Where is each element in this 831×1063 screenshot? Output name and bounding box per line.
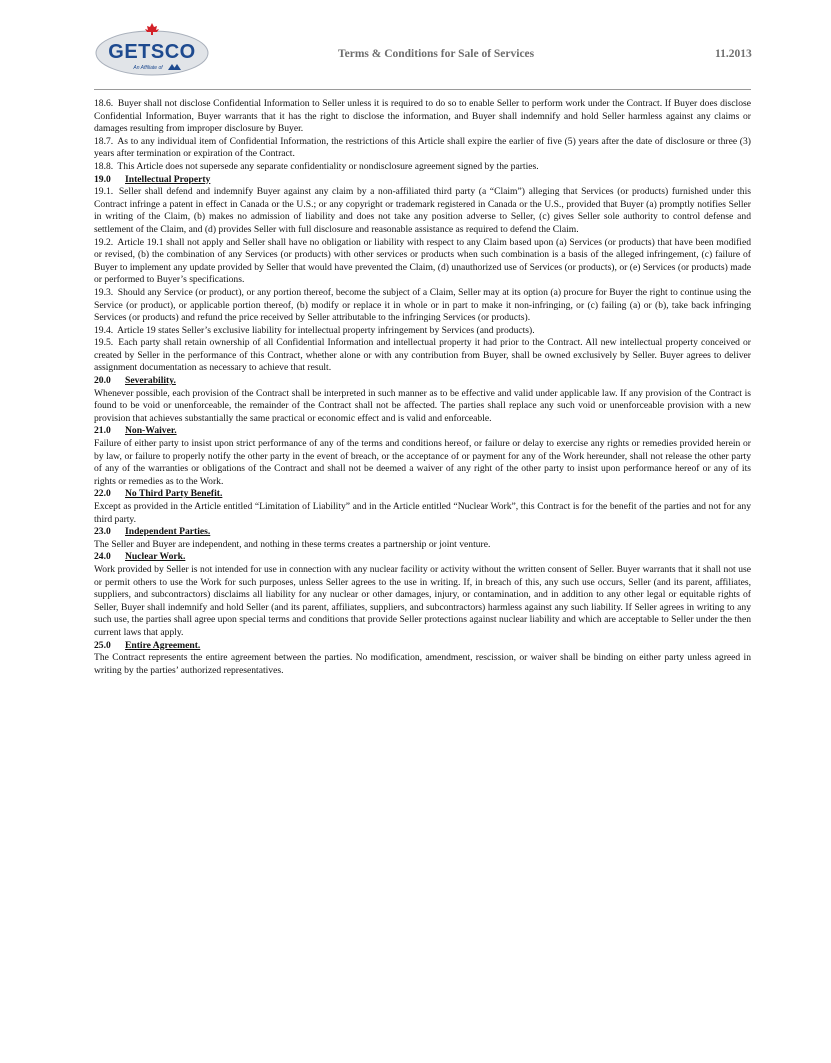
clause-number: 18.6.: [94, 98, 114, 109]
clause-paragraph: [94, 337, 751, 375]
clause-paragraph: [94, 186, 751, 236]
clause-paragraph: [94, 287, 751, 325]
clause-number: 19.2.: [94, 236, 114, 248]
header-divider: [94, 89, 751, 90]
document-title: Terms & Conditions for Sale of Services: [338, 48, 535, 60]
clause-paragraph: [94, 237, 751, 287]
section-heading: [94, 526, 751, 539]
section-title: Intellectual Property: [125, 173, 211, 185]
section-title: Non-Waiver.: [125, 425, 177, 437]
clause-text: This Article does not supersede any separate confidentiality or nondisclosure agreement signed by the parties.: [117, 160, 539, 172]
section-heading: [94, 488, 751, 501]
svg-text:GETSCO: GETSCO: [108, 41, 196, 63]
clause-number: 18.8.: [94, 160, 114, 172]
section-heading: [94, 375, 751, 388]
clause-number: 19.5.: [94, 337, 114, 349]
clause-paragraph: [94, 325, 751, 338]
clause-text: Article 19 states Seller’s exclusive liability for intellectual property infringement by Services (and products).: [117, 324, 535, 336]
section-title: Nuclear Work.: [125, 551, 186, 563]
section-text: Failure of either party to insist upon strict performance of any of the terms and conditions hereof, or failure or delay to exercise any rights or remedies provided herein or by law, or failure to properly notify the other party in the event of breach, or the acceptance of or payment for any of the Work hereunder, shall not release the other party of any of the warranties or obligations of the Contract and shall not be deemed a waiver of any right of the other party to insist upon performance hereof or any of its rights or remedies as to the Work.: [94, 438, 751, 487]
section-text: Work provided by Seller is not intended for use in connection with any nuclear facility or activity without the written consent of Seller. Buyer warrants that it shall not use or permit others to use the Work for such purposes, unless Seller agrees to the use in writing. If, in breach of this, any such use occurs, Seller (and its parent, affiliates, suppliers, and subcontractors) disclaims all liability for any nuclear or other damages, injury, or contamination, and in addition to any other legal or equitable rights of Seller, Buyer shall indemnify and hold Seller (and its parent, affiliates, suppliers, and subcontractors) harmless against any such liability. If Seller agrees in writing to any such use, the parties shall agree upon special terms and conditions that provide Seller protections against nuclear liability and which are acceptable to Seller under the then current laws that apply.: [94, 563, 751, 638]
section-number: 23.0: [94, 526, 111, 538]
section-heading: [94, 551, 751, 564]
section-number: 25.0: [94, 639, 111, 651]
section-text: The Contract represents the entire agreement between the parties. No modification, amendment, rescission, or waiver shall be binding on either party unless agreed in writing by the parties’ authorized representatives.: [94, 652, 751, 676]
section-text: The Seller and Buyer are independent, and nothing in these terms creates a partnership or joint venture.: [94, 538, 491, 550]
section-heading: [94, 425, 751, 438]
section-number: 19.0: [94, 173, 111, 185]
clause-text: Should any Service (or product), or any portion thereof, become the subject of a Claim, Seller may at its option (a) procure for Buyer the right to continue using the Service (or product), or applicable portion thereof, (b) modify or replace it in whole or in part to make it non-infringing, or (c) failing (a) or (b), take back infringing Services (or products) and refund the price received by Seller attributable to the infringing Services (or products).: [94, 286, 751, 324]
section-heading: [94, 640, 751, 653]
clause-number: 19.3.: [94, 286, 114, 298]
svg-text:An Affiliate of: An Affiliate of: [133, 65, 163, 71]
section-title: Entire Agreement.: [125, 639, 201, 651]
clause-text: As to any individual item of Confidential Information, the restrictions of this Article shall expire the earlier of five (5) years after the date of disclosure or three (3) years after termination or expiration of the Contract.: [94, 135, 751, 160]
clause-text: Each party shall retain ownership of all Confidential Information and intellectual property it had prior to the Contract. All new intellectual property conceived or created by Seller in the performance of this Contract, whether alone or with any contribution from Buyer, shall be owned exclusively by Seller. Buyer agrees to deliver assignment documentation as necessary to achieve that result.: [94, 337, 751, 374]
getsco-logo: [94, 22, 212, 78]
clause-text: Seller shall defend and indemnify Buyer against any claim by a non-affiliated third party (a “Claim”) alleging that Services (or products) furnished under this Contract infringe a patent in effect in Canada or the U.S.; or any copyright or trademark registered in Canada or the U.S., provided that Buyer (a) promptly notifies Seller in writing of the Claim, (b) makes no admission of liability and does not take any position adverse to Seller, (c) gives Seller sole authority to control defense and settlement of the Claim, and (d) provides Seller with full disclosure and reasonable assistance as required to defend the Claim.: [94, 186, 752, 235]
section-text: Whenever possible, each provision of the Contract shall be interpreted in such manner as to be effective and valid under applicable law. If any provision of the Contract is found to be void or unenforceable, the remainder of the Contract shall not be affected. The parties shall replace any such void or unenforceable provision with a new provision that achieves substantially the same practical or economic effect and is valid and enforceable.: [94, 387, 751, 424]
section-number: 21.0: [94, 425, 111, 437]
section-number: 20.0: [94, 375, 111, 387]
section-text: Except as provided in the Article entitled “Limitation of Liability” and in the Article entitled “Nuclear Work”, this Contract is for the benefit of the parties and not for any third party.: [94, 501, 751, 525]
clause-number: 19.1.: [94, 186, 114, 198]
clause-number: 19.4.: [94, 324, 114, 336]
section-number: 22.0: [94, 488, 111, 500]
clause-paragraph: [94, 136, 751, 161]
terms-body: [94, 98, 751, 677]
clause-text: Article 19.1 shall not apply and Seller shall have no obligation or liability with respect to any Claim based upon (a) Services (or products) that have been modified or revised, (b) the combination of any Services (or products) with other services or products when such combination is a basis of the alleged infringement, (c) failure of Buyer to implement any update provided by Seller that would have prevented the Claim, (d) unauthorized use of Services (or products), or (e) Services (or products) made or performed to Buyer’s specifications.: [94, 236, 752, 286]
document-date: 11.2013: [715, 48, 752, 60]
section-title: Independent Parties.: [125, 526, 211, 538]
section-title: Severability.: [125, 375, 176, 387]
page-header: [0, 0, 831, 92]
clause-number: 18.7.: [94, 135, 114, 147]
section-heading: [94, 174, 751, 187]
section-number: 24.0: [94, 551, 111, 563]
clause-paragraph: [94, 98, 751, 136]
clause-paragraph: [94, 161, 751, 174]
section-title: No Third Party Benefit.: [125, 488, 223, 500]
clause-text: Buyer shall not disclose Confidential Information to Seller unless it is required to do so to enable Seller to perform work under the Contract. If Buyer does disclose Confidential Information, Buyer warrants that it has the right to disclose the information, and Buyer shall indemnify and hold Seller harmless against any claims or damages resulting from improper disclosure by Buyer.: [94, 98, 751, 135]
